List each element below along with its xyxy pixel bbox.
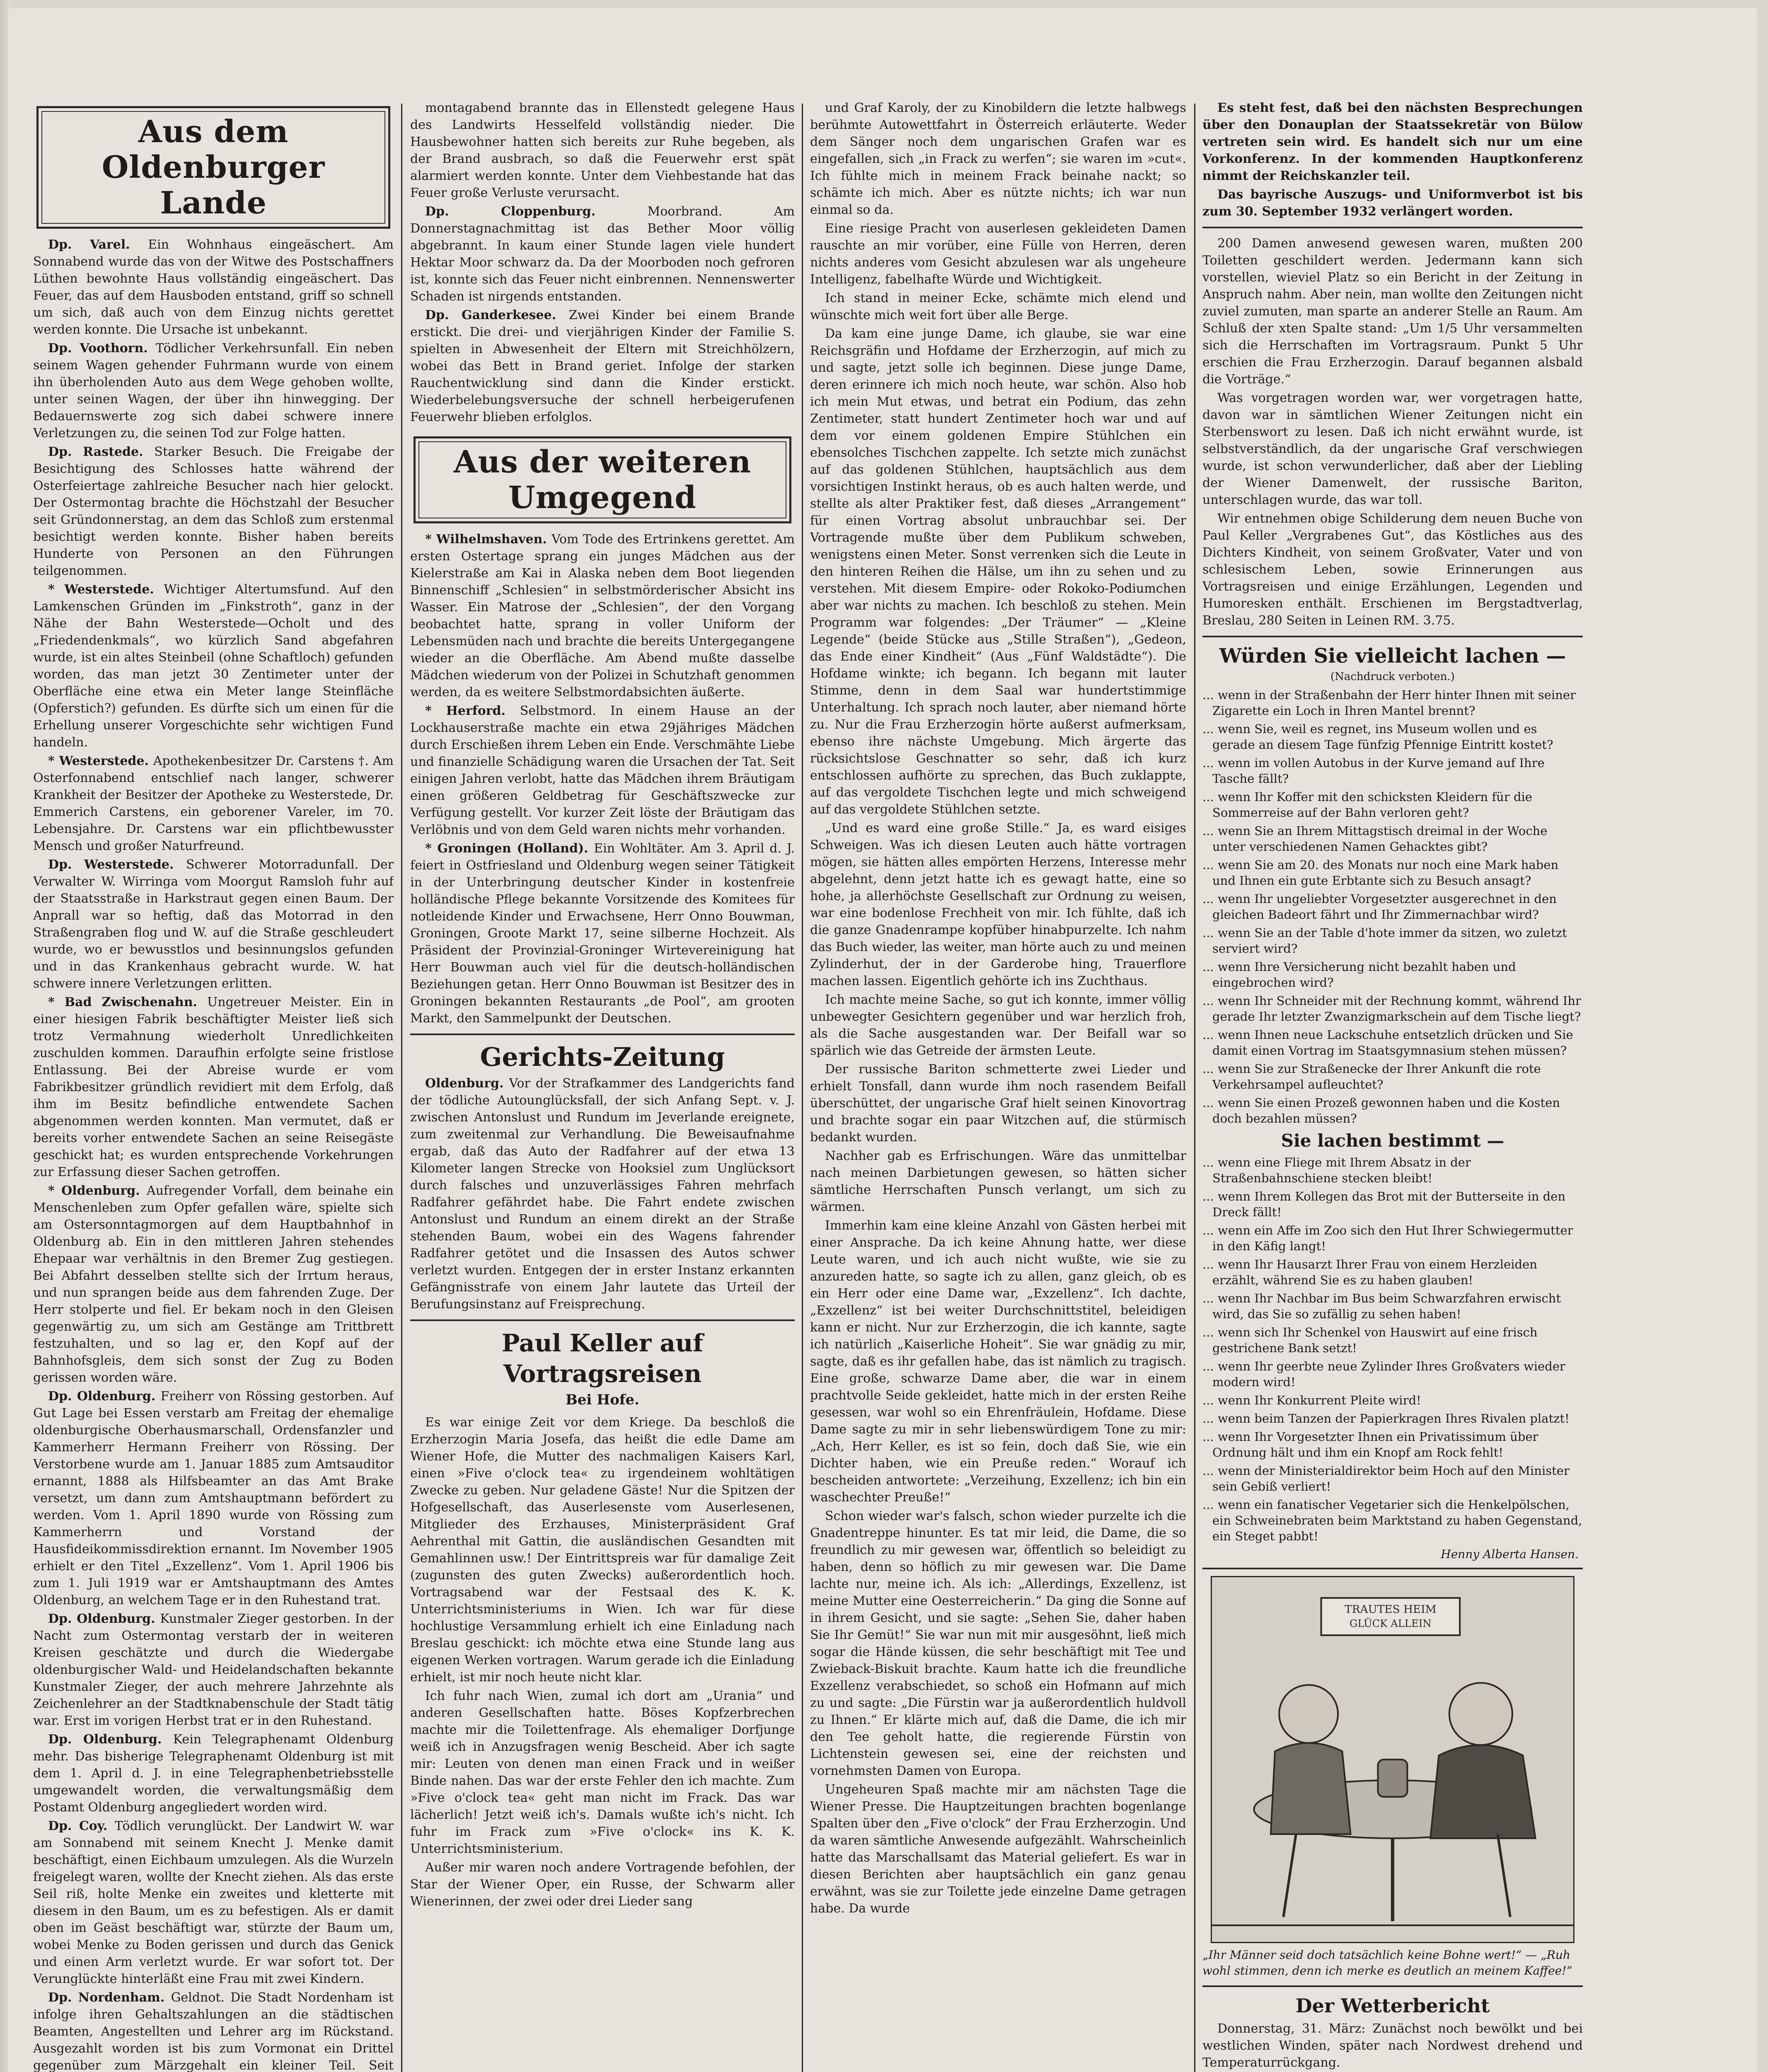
list-item: ... wenn ein Affe im Zoo sich den Hut Ihrer Schwiegermutter in den Käfig langt! bbox=[1202, 1223, 1573, 1253]
article-paragraph bbox=[33, 1818, 394, 1987]
dateline: Dp. Oldenburg. bbox=[48, 1732, 173, 1747]
article-paragraph bbox=[33, 1989, 394, 2072]
list-item: ... wenn in der Straßenbahn der Herr hinter Ihnen mit seiner Zigarette ein Loch in Ihren Mantel brennt? bbox=[1202, 688, 1576, 718]
article-text: Selbstmord. In einem Hause an der Lockhauserstraße machte ein etwa 29jähriges Mädchen durch Erschießen ihrem Leben ein Ende. Verschmähte Liebe und finanzielle Schädigung waren die Ursachen der Tat. Seit einigen Jahren verlobt, hatte das Mädchen ihrem Bräutigam einen größeren Geldbetrag für Geschäftszwecke zur Verfügung gestellt. Vor kurzer Zeit löste der Bräutigam das Verlöbnis und von dem Geld waren nichts mehr vorhanden. bbox=[410, 704, 795, 837]
article-text: Wichtiger Altertumsfund. Auf den Lamkenschen Gründen im „Finkstroth“, ganz in der Nähe der Bahn Westerstede—Ocholt und des „Friedendenkmals“, wo kürzlich Sand abgefahren wurde, ist ein altes Steinbeil (ohne Schaftloch) gefunden worden, das man jetzt 30 Zentimeter unter der Oberfläche eine etwa ein Meter lange Steinfläche (Opferstich?) gefunden. Es dürfte sich um einen für die Erhellung unserer Vorgeschichte sehr wichtigen Fund handeln. bbox=[33, 582, 394, 750]
article-text: Starker Besuch. Die Freigabe der Besichtigung des Schlosses hatte während der Osterfeiertage zahlreiche Besucher nach hier gelockt. Der Ostermontag brachte die Höchstzahl der Besucher seit Gründonnerstag, an dem das Schloß zum erstenmal besichtigt werden konnte. Bisher haben bereits Hunderte von Personen an den Führungen teilgenommen. bbox=[33, 445, 394, 578]
article-paragraph: Ungeheuren Spaß machte mir am nächsten Tage die Wiener Presse. Die Hauptzeitungen brachten bogenlange Spalten über den „Five o'clock“ der Frau Erzherzogin. Und da waren sämtliche Anwesende aufgezählt. Wahrscheinlich hatte das Marschallsamt das Material geliefert. Es war in diesen Berichten aber hauptsächlich ein ganz genau erwähnt, was sie zur Toilette jede einzelne Dame getragen habe. Da wurde bbox=[810, 1782, 1186, 1916]
cartoon-drawing bbox=[1212, 1577, 1573, 1942]
divider bbox=[1202, 227, 1583, 228]
list-item: ... wenn Ihre Versicherung nicht bezahlt haben und eingebrochen wird? bbox=[1202, 960, 1516, 990]
article-paragraph: 200 Damen anwesend gewesen waren, mußten 200 Toiletten geschildert werden. Jedermann kann sich vorstellen, wieviel Platz so ein Bericht in der Zeitung in Anspruch nahm. Aber nein, man wollte den Zeitungen nicht zuviel zumuten, man sparte an anderer Stelle an Raum. Am Schluß der xten Spalte stand: „Um 1/5 Uhr versammelten sich die Herrschaften im Vortragsraum. Punkt 5 Uhr erschien die Frau Erzherzogin. Darauf begannen alsbald die Vorträge.“ bbox=[1202, 236, 1583, 387]
article-paragraph bbox=[410, 531, 795, 701]
article-paragraph: „Und es ward eine große Stille.“ Ja, es ward eisiges Schweigen. Was ich diesen Leuten auch hätte vortragen mögen, sie hätten alles empörten Herzens, Interesse mehr abgelehnt, denn jetzt hatte ich es gewagt hatte, eine so hohe, ja allerhöchste Gesellschaft zur Ordnung zu weisen, war eine bodenlose Frechheit von mir. Ich fühlte, daß ich die ganze Gnadenrampe kopfüber hinabpurzelte. Ich nahm das Buch wieder, las weiter, man hörte auch zu und meinen Zylinderhut, der in der Garderobe hing, Trauerflore machen lassen. Eigentlich gehörte ich ins Zuchthaus. bbox=[810, 821, 1186, 988]
court-article: Oldenburg. Vor der Strafkammer des Landgerichts fand der tödliche Autounglücksfall, der sich Anfang Sept. v. J. zwischen Antonslust und Rundum im Jeverlande ereignete, zum zweitenmal zur Verhandlung. Die Beweisaufnahme ergab, daß das Auto der Radfahrer auf der etwa 13 Kilometer langen Strecke von Hooksiel zum Unglücksort durch falsches und unzuverlässiges Fahren mehrfach Radfahrer gefährdet habe. Die Fahrt endete zwischen Antonslust und Rundum an einem direkt an der Straße stehenden Baum, wobei ein des Wagens fahrender Radfahrer getötet und die Insassen des Autos schwer verletzt wurden. Entgegen der in erster Instanz erkannten Gefängnisstrafe von einem Jahr lautete das Urteil der Berufungsinstanz auf Freisprechung. bbox=[410, 1076, 795, 1312]
list-item: ... wenn im vollen Autobus in der Kurve jemand auf Ihre Tasche fällt? bbox=[1202, 756, 1545, 786]
article-paragraph: Wir entnehmen obige Schilderung dem neuen Buche von Paul Keller „Vergrabenes Gut“, das Köstliches aus des Dichters Kindheit, von seinem Großvater, Vater und von schlesischem Leben, sowie Erinnerungen aus Vortragsreisen und einige Erzählungen, Legenden und Humoresken enthält. Erschienen im Bergstadtverlag, Breslau, 280 Seiten in Leinen RM. 3.75. bbox=[1202, 511, 1583, 628]
dateline: Dp. Varel. bbox=[48, 237, 148, 252]
list-item: ... wenn Ihr Hausarzt Ihrer Frau von einem Herzleiden erzählt, während Sie es zu haben glauben! bbox=[1202, 1257, 1537, 1287]
article-paragraph bbox=[410, 99, 795, 201]
keller-article-continued bbox=[810, 99, 1186, 1917]
dateline: Dp. Oldenburg. bbox=[48, 1389, 161, 1404]
article-text: Tödlicher Verkehrsunfall. Ein neben seinem Wagen gehender Fuhrmann wurde von einem ihn überholenden Auto aus dem Wege gehoben wollte, unter seinen Wagen, der über ihn hinwegging. Der Bedauernswerte zog sich dabei schwere innere Verletzungen zu, die seinen Tod zur Folge hatten. bbox=[33, 341, 394, 441]
dateline: Dp. Nordenham. bbox=[48, 1990, 171, 2005]
article-paragraph bbox=[410, 702, 795, 838]
article-text: Ungetreuer Meister. Ein in einer hiesigen Fabrik beschäftigter Meister ließ sich trotz Vermahnung wiederholt Unredlichkeiten zuschulden kommen. Daraufhin erfolgte seine fristlose Entlassung. Bei der Abreise wurde er vom Fabrikbesitzer gründlich revidiert mit dem Erfolg, daß ihm im Besitz befindliche entwendete Sachen abgenommen werden konnten. Man vermutet, daß er bereits vorher entwendete Sachen an seine Reisegäste geschickt hat; es wurden entsprechende Vorkehrungen zur Erfassung dieser Sachen getroffen. bbox=[33, 995, 394, 1179]
dateline: * Groningen (Holland). bbox=[425, 841, 594, 856]
article-paragraph bbox=[410, 307, 795, 426]
divider bbox=[1202, 1985, 1583, 1987]
dateline: * Herford. bbox=[425, 704, 520, 718]
article-paragraph bbox=[33, 1610, 394, 1729]
dateline: Dp. Coy. bbox=[48, 1819, 115, 1833]
article-paragraph bbox=[410, 840, 795, 1027]
article-paragraph bbox=[33, 994, 394, 1181]
article-paragraph: Ich stand in meiner Ecke, schämte mich elend und wünschte mich weit fort über alle Berge. bbox=[810, 291, 1186, 322]
article-paragraph: Außer mir waren noch andere Vortragende befohlen, der Star der Wiener Oper, ein Russe, der Schwarm aller Wienerinnen, der zwei oder drei Lieder sang bbox=[410, 1860, 795, 1909]
column-3 bbox=[810, 99, 1186, 2072]
article-paragraph: Es steht fest, daß bei den nächsten Besprechungen über den Donauplan der Staatssekretär von Bülow vertreten sein wird. Es handelt sich nur um eine Vorkonferenz. In der kommenden Hauptkonferenz nimmt der Reichskanzler teil. bbox=[1202, 101, 1583, 183]
keller-article-title: Paul Keller auf Vortragsreisen bbox=[501, 1329, 704, 1388]
reprint-note: (Nachdruck verboten.) bbox=[1330, 670, 1455, 683]
article-text: Apothekenbesitzer Dr. Carstens †. Am Osterfonnabend entschlief nach langer, schwerer Krankheit der Besitzer der Apotheke zu Westerstede, Dr. Emmerich Carstens, ein geborener Vareler, im 70. Lebensjahre. Dr. Carstens war ein pflichtbewusster Mensch und großer Naturfreund. bbox=[33, 754, 394, 853]
list-item: ... wenn Ihr geerbte neue Zylinder Ihres Großvaters wieder modern wird! bbox=[1202, 1359, 1565, 1389]
list-item: ... wenn der Ministerialdirektor beim Hoch auf den Minister sein Gebiß verliert! bbox=[1202, 1464, 1570, 1493]
article-paragraph bbox=[33, 1182, 394, 1386]
article-paragraph: Was vorgetragen worden war, wer vorgetragen hatte, davon war in sämtlichen Wiener Zeitungen nicht ein Sterbenswort zu lesen. Daß ich nicht erwähnt wurde, ist selbstverständlich, da der ungarische Graf verschwiegen wurde, ist schon verwunderlicher, daß aber der Liebling der Wiener Damenwelt, der russische Bariton, unterschlagen wurde, das war toll. bbox=[1202, 391, 1583, 507]
article-text: Vom Tode des Ertrinkens gerettet. Am ersten Ostertage sprang ein junges Mädchen aus der Kielerstraße am Kai in Alaska neben dem Boot liegenden Binnenschiff „Schlesien“ in selbstmörderischer Absicht ins Wasser. Ein Matrose der „Schlesien“, der den Vorgang beobachtet hatte, sprang in voller Uniform der Lebensmüden nach und brachte die bereits Untergegangene wieder an die Oberfläche. Am Abend mußte dasselbe Mädchen wiederum von der Polizei in Schutzhaft genommen werden, da es weitere Selbstmordabsichten äußerte. bbox=[410, 532, 795, 700]
article-paragraph bbox=[410, 203, 795, 305]
laugh-section-title: Würden Sie vielleicht lachen — bbox=[1219, 644, 1566, 668]
column-rule bbox=[401, 104, 402, 2072]
cartoon-illustration bbox=[1211, 1576, 1575, 1943]
weather-title: Der Wetterbericht bbox=[1295, 1995, 1490, 2017]
column-2 bbox=[410, 99, 795, 2072]
article-paragraph: Schon wieder war's falsch, schon wieder purzelte ich die Gnadentreppe hinunter. Es tat mir leid, die Dame, die so freundlich zu mir gewesen war, öffentlich so beleidigt zu haben, denn so höflich zu mir gewesen war. Die Dame lachte nur, meine ich. Als ich: „Allerdings, Exzellenz, ist meine Mutter eine Oesterreicherin.“ Da ging die Sonne auf in ihrem Gesicht, und sie sagte: „Sehen Sie, daher haben Sie Ihr Gemüt!“ Sie war nun mit mir ausgesöhnt, ließ mich sogar die Hände küssen, die sehr beschäftigt mit Tee und Zwieback-Biskuit brachte. Kaum hatte ich die freundliche Exzellenz verabschiedet, so schoß ein Hofmann auf mich zu und sagte: „Die Fürstin war ja außerordentlich huldvoll zu Ihnen.“ Er klärte mich auf, daß die Dame, die ich mir den Tee geholt hatte, die regierende Fürstin von Lichtenstein gewesen sei, eine der reichsten und vornehmsten Damen von Europa. bbox=[810, 1509, 1186, 1778]
list-item: ... wenn Sie zur Straßenecke der Ihrer Ankunft die rote Verkehrsampel aufleuchtet? bbox=[1202, 1062, 1541, 1092]
article-paragraph bbox=[33, 236, 394, 338]
section-title-oldenburg: Aus dem Oldenburger Lande bbox=[102, 114, 325, 221]
list-item: ... wenn Ihnen neue Lackschuhe entsetzlich drücken und Sie damit einen Vortrag im Staatsgymnasium stehen müssen? bbox=[1202, 1028, 1573, 1058]
article-paragraph: Ich machte meine Sache, so gut ich konnte, immer völlig unbewegter Gesichtern gegenüber und war herzlich froh, als die Sache ausgestanden war. Der Beifall war so spärlich wie das Getreide der ärmsten Leute. bbox=[810, 992, 1186, 1058]
dateline: * Oldenburg. bbox=[48, 1184, 147, 1198]
list-item: ... wenn Ihr Nachbar im Bus beim Schwarzfahren erwischt wird, das Sie so zufällig zu sehen haben! bbox=[1202, 1291, 1561, 1321]
sure-laugh-list bbox=[1202, 1155, 1583, 1544]
keller-article-body bbox=[410, 1414, 795, 1910]
article-text: montagabend brannte das in Ellenstedt gelegene Haus des Landwirts Hesselfeld vollständig nieder. Die Hausbewohner hatten sich bereits zur Ruhe begeben, als der Brand ausbrach, so daß die Feuerwehr erst spät alarmiert werden konnte. Unter dem Viehbestande hat das Feuer große Verluste verursacht. bbox=[410, 101, 795, 200]
laugh-list bbox=[1202, 687, 1583, 1126]
list-item: ... wenn Ihr ungeliebter Vorgesetzter ausgerechnet in den gleichen Badeort fährt und Ihr Zimmernachbar wird? bbox=[1202, 892, 1557, 922]
dateline: Dp. Ganderkesee. bbox=[425, 308, 569, 322]
cartoon-caption: „Ihr Männer seid doch tatsächlich keine Bohne wert!“ — „Ruh wohl stimmen, denn ich merke es deutlich an meinem Kaffee!“ bbox=[1202, 1948, 1572, 1978]
article-paragraph bbox=[33, 340, 394, 442]
section-header-frame bbox=[414, 436, 791, 523]
column-rule bbox=[802, 104, 803, 2072]
list-item: ... wenn Sie an der Table d'hote immer da sitzen, wo zuletzt serviert wird? bbox=[1202, 926, 1567, 956]
article-paragraph bbox=[33, 581, 394, 751]
dateline: * Bad Zwischenahn. bbox=[48, 995, 207, 1009]
list-item: ... wenn Ihr Vorgesetzter Ihnen ein Privatissimum über Ordnung hält und ihm ein Knopf am Rock fehlt! bbox=[1202, 1430, 1538, 1460]
list-item: ... wenn Sie an Ihrem Mittagstisch dreimal in der Woche unter verschiedenen Namen Gehacktes gibt? bbox=[1202, 824, 1548, 854]
article-paragraph bbox=[33, 1388, 394, 1609]
cartoon-sign-line-2: GLÜCK ALLEIN bbox=[1350, 1618, 1432, 1629]
keller-article-end bbox=[1202, 235, 1583, 629]
section-title-umgegend: Aus der weiteren Umgegend bbox=[453, 444, 752, 516]
list-item: ... wenn ein fanatischer Vegetarier sich die Henkelpölschen, ein Schweinebraten beim Marktstand zu haben Gegenstand, ein Steget pabbt! bbox=[1202, 1498, 1582, 1543]
article-paragraph: Das bayrische Auszugs- und Uniformverbot ist bis zum 30. September 1932 verlängert worden. bbox=[1202, 187, 1583, 219]
dateline: * Wilhelmshaven. bbox=[425, 532, 552, 547]
list-item: ... wenn Sie einen Prozeß gewonnen haben und die Kosten doch bezahlen müssen? bbox=[1202, 1096, 1560, 1126]
article-text: Aufregender Vorfall, dem beinahe ein Menschenleben zum Opfer gefallen wäre, spielte sich am Ostersonntagmorgen auf dem Hauptbahnhof in Oldenburg ab. Ein in den mittleren Jahren stehendes Ehepaar war verhältnis in den Bremer Zug gestiegen. Bei Abfahrt desselben stellte sich der Irrtum heraus, und nun sprangen beide aus dem fahrenden Zuge. Der Herr stolperte und fiel. Er bekam noch in den Gleisen gegenwärtig zu, um sich am Gestänge am Trittbrett festzuhalten, und so lag er, den Kopf auf der Bahnhofsgleis, dem sich sonst der Zug zu Boden gerissen worden wäre. bbox=[33, 1184, 394, 1385]
dateline: * Westerstede. bbox=[48, 754, 153, 768]
column-4 bbox=[1202, 99, 1583, 2072]
list-item: ... wenn eine Fliege mit Ihrem Absatz in der Straßenbahnschiene stecken bleibt! bbox=[1202, 1155, 1471, 1185]
cartoon-sign-line-1: TRAUTES HEIM bbox=[1345, 1603, 1437, 1616]
dateline: Dp. Voothorn. bbox=[48, 341, 156, 356]
list-item: ... wenn Sie, weil es regnet, ins Museum wollen und es gerade an diesem Tage fünfzig Pfennige Eintritt kostet? bbox=[1202, 722, 1553, 752]
divider bbox=[410, 1319, 795, 1321]
article-text: Ein Wohltäter. Am 3. April d. J. feiert in Ostfriesland und Oldenburg wegen seiner Tätigkeit in der Unterbringung deutscher Kinder in kostenfreie holländische Pflege bekannte Vorsitzende des Komitees für notleidende Kinder und Erwachsene, Herr Onno Bouwman, Groningen, Groote Markt 17, seine silberne Hochzeit. Als Präsident der Provinzial-Groninger Wirtevereinigung hat Herr Bouwman auch viel für die deutsch-holländischen Beziehungen getan. Herr Onno Bouwman ist Besitzer des in Groningen bekannten Restaurants „de Pool“, am grooten Markt, den Sammelpunkt der Deutschen. bbox=[410, 841, 795, 1026]
article-text: Zwei Kinder bei einem Brande erstickt. Die drei- und vierjährigen Kinder der Familie S. spielten in Abwesenheit der Eltern mit Streichhölzern, wobei das Bett in Brand geriet. Infolge der starken Rauchentwicklung sind dann die Kinder erstickt. Wiederbelebungsversuche der schnell herbeigerufenen Feuerwehr blieben erfolglos. bbox=[410, 308, 795, 424]
article-list bbox=[410, 531, 795, 1027]
column-rule bbox=[1194, 104, 1195, 2072]
article-paragraph: Da kam eine junge Dame, ich glaube, sie war eine Reichsgräfin und Hofdame der Erzherzogin, auf mich zu und sagte, jetzt solle ich beginnen. Diese junge Dame, deren erinnere ich mich noch heute, war schön. Also hob ich mein Mut etwas, und betrat ein Podium, das zehn Zentimeter, statt hundert Zentimeter hoch war und auf dem vor einem goldenen Empire Stühlchen ein ebensolches Tischchen zappelte. Ich setzte mich zunächst auf das goldenen Stühlchen, hauptsächlich aus dem vorsichtigen Instinkt heraus, ob es auch halten werde, und stellte als alter Praktiker fest, daß dieses „Arrangement“ für einen Vortrag absolut unbrauchbar sei. Der Vortragende mußte über dem Publikum schweben, wenigstens einen Meter. Sonst verrenken sich die Leute in den hinteren Reihen die Hälse, um ihn zu sehen und zu verstehen. Mit diesem Empire- oder Rokoko-Podiumchen aber war nichts zu machen. Ich beschloß zu stehen. Mein Programm war folgendes: „Der Träumer“ — „Kleine Legende“ (beide Stücke aus „Stille Straßen“), „Gedeon, das Ende einer Kindheit“ (Aus „Fünf Waldstädte“). Die Hofdame winkte; ich begann. Ich begann mit lauter Stimme, denn in dem Saal war hundertstimmige Unterhaltung. Ich sprach noch lauter, aber niemand hörte zu. Nur die Frau Erzherzogin hörte außerst aufmerksam, ebenso ihre nächste Umgebung. Mich ärgerte das rücksichtslose Geschnatter so sehr, daß ich kurz entschlossen aufhörte zu sprechen, das Buch zuklappte, auf das vergoldete Tischchen legte und mich schweigend auf das vergoldete Stühlchen setzte. bbox=[810, 327, 1186, 817]
section-header-frame bbox=[36, 106, 390, 229]
article-paragraph: Der russische Bariton schmetterte zwei Lieder und erhielt Tonsfall, dann wurde ihm noch rasendem Beifall überschüttet, der ungarische Graf hielt seinen Kinovortrag und brachte sogar ein paar Witzchen auf, die stürmisch bedankt wurden. bbox=[810, 1062, 1186, 1145]
list-item: ... wenn Ihr Koffer mit den schicksten Kleidern für die Sommerreise auf der Bahn verloren geht? bbox=[1202, 790, 1532, 820]
article-paragraph bbox=[33, 753, 394, 854]
article-text: Kein Telegraphenamt Oldenburg mehr. Das bisherige Telegraphenamt Oldenburg ist mit dem 1. April d. J. in eine Telegraphenbetriebsstelle umgewandelt worden, die verwaltungsmäßig dem Postamt Oldenburg angegliedert worden wird. bbox=[33, 1732, 394, 1815]
list-item: ... wenn Ihr Schneider mit der Rechnung kommt, während Ihr gerade Ihr letzter Zwanzigmarkschein auf dem Tische liegt? bbox=[1202, 994, 1581, 1024]
dateline: Dp. Rastede. bbox=[48, 445, 155, 459]
keller-article-subtitle: Bei Hofe. bbox=[565, 1392, 640, 1408]
court-news-title: Gerichts-Zeitung bbox=[480, 1042, 725, 1072]
list-item: ... wenn Sie am 20. des Monats nur noch eine Mark haben und Ihnen ein gute Erbtante sich zu Besuch ansagt? bbox=[1202, 858, 1559, 888]
political-notes bbox=[1202, 99, 1583, 220]
article-text: Moorbrand. Am Donnerstagnachmittag ist das Bether Moor völlig abgebrannt. In kaum einer Stunde lagen viele hundert Hektar Moor schwarz da. Da der Moorboden noch gefroren ist, konnte sich das Feuer nicht einbrennen. Nennenswerter Schaden ist nirgends entstanden. bbox=[410, 204, 795, 304]
article-text: Geldnot. Die Stadt Nordenham ist infolge ihren Gehaltszahlungen an die städtischen Beamten, Angestellten und Lehrer arg im Rückstand. Ausgezahlt worden ist bis zum Vormonat ein Drittel gegenüber zum Märzgehalt ein kleiner Teil. Seit bbox=[33, 1990, 394, 2072]
dateline: * Westerstede. bbox=[48, 582, 164, 597]
article-list bbox=[410, 99, 795, 426]
list-item: ... wenn beim Tanzen der Papierkragen Ihres Rivalen platzt! bbox=[1202, 1411, 1570, 1426]
list-item: ... wenn Ihr Konkurrent Pleite wird! bbox=[1202, 1393, 1421, 1407]
article-paragraph: Eine riesige Pracht von auserlesen gekleideten Damen rauschte an mir vorüber, eine Fülle von Herren, deren nichts anderes vom Gesicht abzulesen war als ungeheure Intelligenz, fabelhafte Würde und Wichtigkeit. bbox=[810, 221, 1186, 287]
article-paragraph bbox=[33, 856, 394, 992]
article-text: Freiherr von Rössing gestorben. Auf Gut Lage bei Essen verstarb am Freitag der ehemalige oldenburgische Oberhausmarschall, Ordensfanzler und Kammerherr Hermann Freiherr von Rössing. Der Verstorbene wurde am 1. Januar 1885 zum Amtsauditor ernannt, 1888 als Hilfsbeamter an das Amt Brake versetzt, um dann zum Amtshauptmann befördert zu werden. Vom 1. April 1890 wurde von Rössing zum Kammerherrn und Vorstand der Hausfideikommissdirektion ernannt. Im November 1905 erhielt er den Titel „Exzellenz“. Vom 1. April 1906 bis zum 1. Juli 1919 war er Amtshauptmann des Amtes Oldenburg, an welchem Tage er in den Ruhestand trat. bbox=[33, 1389, 394, 1607]
article-paragraph bbox=[33, 1731, 394, 1816]
dateline: Dp. Westerstede. bbox=[48, 857, 186, 872]
column-1 bbox=[33, 99, 394, 2072]
article-text: Tödlich verunglückt. Der Landwirt W. war am Sonnabend mit seinem Knecht J. Menke damit beschäftigt, einen Eichbaum umzulegen. Als die Wurzeln freigelegt waren, wollte der Knecht ziehen. Als das erste Seil riß, holte Menke ein zweites und kletterte mit diesem in den Baum, um es zu befestigen. Als er damit oben im Geäst beschäftigt war, stürzte der Baum um, wobei Menke zu Boden gerissen und durch das Genick und einen Arm verletzt wurde. Er war sofort tot. Der Verunglückte hinterläßt eine Frau mit zwei Kindern. bbox=[33, 1819, 394, 1986]
article-paragraph: Nachher gab es Erfrischungen. Wäre das unmittelbar nach meinen Darbietungen gewesen, so hätten sicher sämtliche Herrschaften Punsch verlangt, um sich zu wärmen. bbox=[810, 1149, 1186, 1214]
author-signature: Henny Alberta Hansen. bbox=[1441, 1547, 1579, 1561]
article-paragraph: Ich fuhr nach Wien, zumal ich dort am „Urania“ und anderen Gesellschaften hatte. Böses Kopfzerbrechen machte mir die Toilettenfrage. Als ehemaliger Dorfjunge weiß ich in Anzugsfragen wenig Bescheid. Aber ich sagte mir: Leuten von denen man einen Frack und in weißer Binde nahen. Das war der erste Fehler den ich machte. Zum »Five o'clock tea« geht man nicht im Frack. Das war lächerlich! Jetzt weiß ich's. Damals wußte ich's nicht. Ich fuhr im Frack zum »Five o'clock« ins K. K. Unterrichtsministerium. bbox=[410, 1689, 795, 1856]
dateline: Dp. Oldenburg. bbox=[48, 1612, 160, 1626]
list-item: ... wenn sich Ihr Schenkel von Hauswirt auf eine frisch gestrichene Bank setzt! bbox=[1202, 1325, 1538, 1355]
list-item: ... wenn Ihrem Kollegen das Brot mit der Butterseite in den Dreck fällt! bbox=[1202, 1189, 1566, 1219]
article-paragraph: Es war einige Zeit vor dem Kriege. Da beschloß die Erzherzogin Maria Josefa, das heißt die edle Dame am Wiener Hofe, die Mutter des nachmaligen Kaisers Karl, einen »Five o'clock tea« zu irgendeinem wohltätigen Zwecke zu geben. Nur geladene Gäste! Nur die Spitzen der Hofgesellschaft, das Auserlesenste vom Auserlesenen, Mitglieder des Erzhauses, Ministerpräsident Graf Aehrenthal mit Gattin, die ausländischen Gesandten mit Gemahlinnen usw.! Der Eintrittspreis war für damalige Zeit (zugunsten des guten Zwecks) außerordentlich hoch. Vortragsabend war der Festsaal des K. K. Unterrichtsministeriums in Wien. Ich war für diese hochlustige Versammlung erhielt ich eine Einladung nach Breslau geschickt: ich möchte etwa eine Stunde lang aus eigenen Werken vortragen. Warum gerade ich die Einladung erhielt, ist mir noch heute nicht klar. bbox=[410, 1415, 795, 1685]
article-text: Schwerer Motorradunfall. Der Verwalter W. Wirringa vom Moorgut Ramsloh fuhr auf der Staatsstraße in Harkstraut gegen einen Baum. Der Anprall war so heftig, daß das Motorrad in den Straßengraben flog und W. auf die Straße geschleudert wurde, wo er bewusstlos und besinnungslos gefunden und in das Krankenhaus gebracht wurde. W. hat schwere innere Verletzungen erlitten. bbox=[33, 857, 394, 991]
dateline: Dp. Cloppenburg. bbox=[425, 204, 648, 219]
article-paragraph: und Graf Karoly, der zu Kinobildern die letzte halbwegs berühmte Autowettfahrt in Österreich erläuterte. Weder dem Sänger noch dem ungarischen Grafen war es eingefallen, sich „in Frack zu werfen“; sie waren im »cut«. Ich fühlte mich in meinem Frack beinahe nackt; so schämte ich mich. Aber es nützte nichts; ich war nun einmal so da. bbox=[810, 101, 1186, 217]
article-list bbox=[33, 236, 394, 2072]
article-text: Ein Wohnhaus eingeäschert. Am Sonnabend wurde das von der Witwe des Postschaffners Lüthen bewohnte Haus vollständig eingeäschert. Das Feuer, das auf dem Hausboden entstand, griff so schnell um sich, daß auch von dem Einzug nichts gerettet werden konnte. Die Ursache ist unbekannt. bbox=[33, 237, 394, 337]
article-paragraph bbox=[33, 443, 394, 579]
article-text: Kunstmaler Zieger gestorben. In der Nacht zum Ostermontag verstarb der in weiteren Kreisen geschätzte und durch die Wiedergabe oldenburgischer Wald- und Heidelandschaften bekannte Kunstmaler Zieger, der auch mehrere Jahrzehnte als Zeichenlehrer an der Stadtknabenschule der Stadt tätig war. Erst im vorigen Herbst trat er in den Ruhestand. bbox=[33, 1612, 394, 1728]
article-paragraph: Immerhin kam eine kleine Anzahl von Gästen herbei mit einer Ansprache. Da ich keine Ahnung hatte, wer diese Leute waren, und ich auch nicht wußte, wie sie zu anzureden hatte, so sagte ich zu allen, ganz gleich, ob es ein Herr oder eine Dame war, „Exzellenz“. Ich dachte, „Exzellenz“ ist bei weiter Durchschnittstitel, beleidigen kann er nicht. Nur zur Erzherzogin, die ich kannte, sagte ich natürlich „Kaiserliche Hoheit“. Sie war gnädig zu mir, sagte, daß es ihr gefallen habe, das ist nämlich zu tragisch. Eine große, schwarze Dame aber, die war in einem prachtvolle Seide gekleidet, hatte mich in der ersten Reihe gesessen, war wohl so ein Ehrenfräulein, Hofdame. Diese Dame sagte zu mir in sehr liebenswürdigem Tone zu mir: „Ach, Herr Keller, es ist so fein, doch daß Sie, wie ein Dichter haben, wie ein Preuße reden.“ Worauf ich bescheiden antwortete: „Verzeihung, Exzellenz; ich bin ein waschechter Preuße!“ bbox=[810, 1218, 1186, 1505]
divider bbox=[1202, 636, 1583, 637]
weather-text: Donnerstag, 31. März: Zunächst noch bewölkt und bei westlichen Winden, später nach Nordwest drehend und Temperaturrückgang. bbox=[1202, 2021, 1583, 2070]
divider bbox=[1202, 1568, 1583, 1569]
divider bbox=[410, 1034, 795, 1035]
sure-laugh-title: Sie lachen bestimmt — bbox=[1281, 1130, 1504, 1151]
